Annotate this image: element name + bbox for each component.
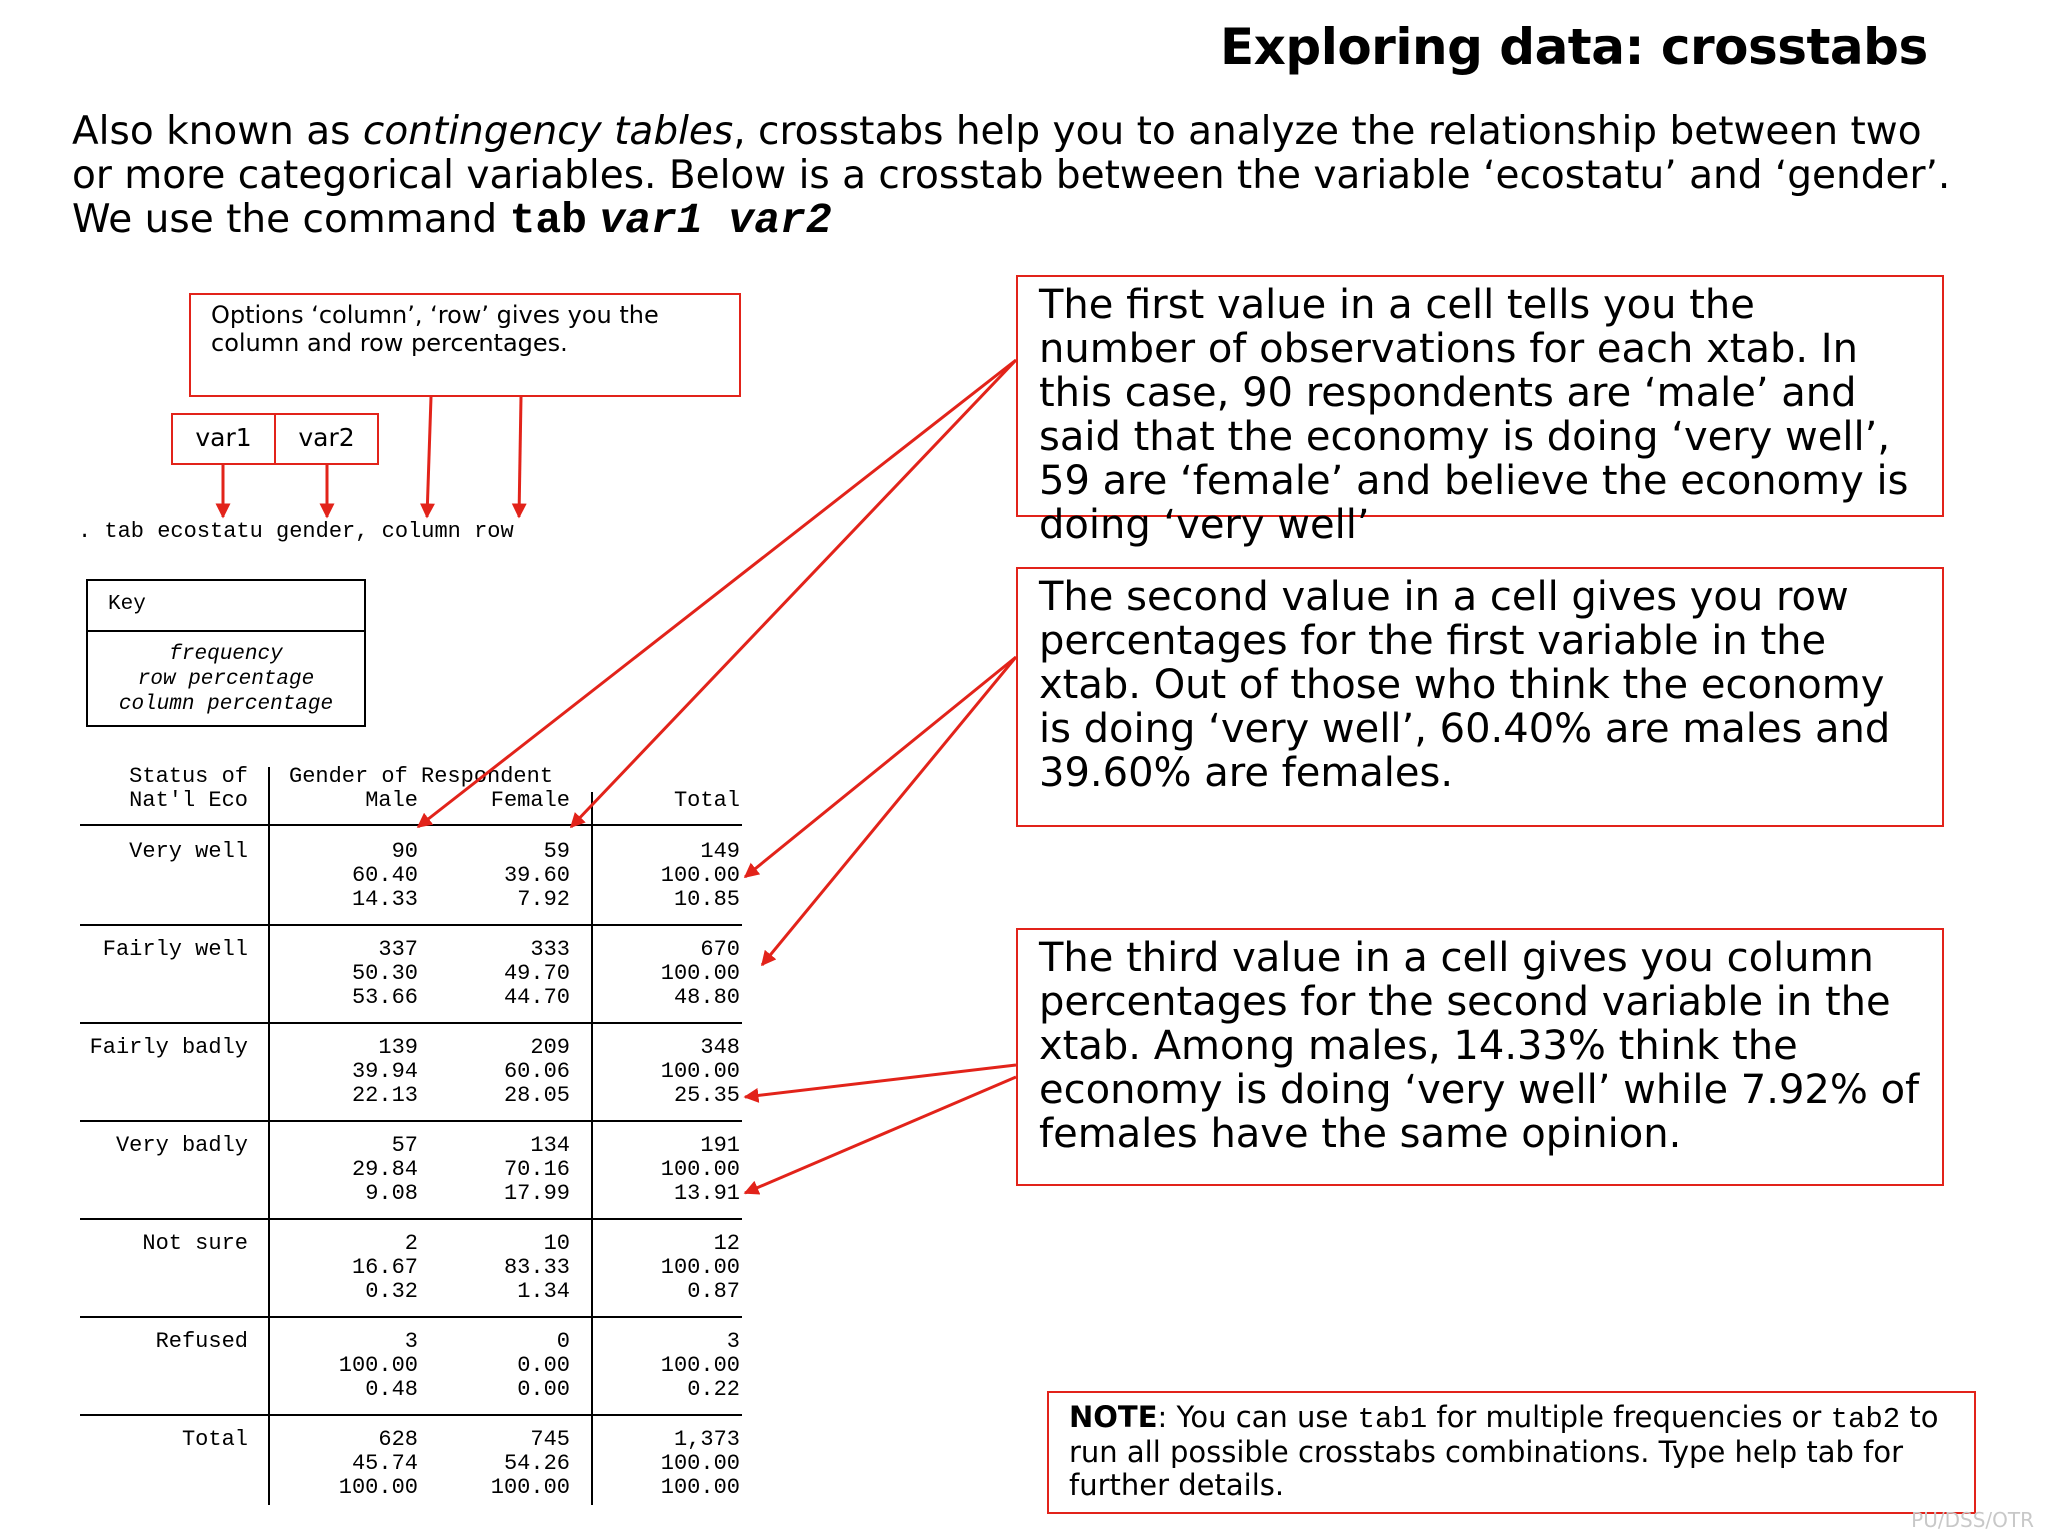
cell-total: 100.00	[660, 1059, 740, 1084]
cell-male: 2	[404, 1231, 418, 1256]
key-item-row-percentage: row percentage	[137, 668, 315, 691]
cell-female: 0.00	[517, 1377, 570, 1402]
cell-male: 0.32	[365, 1279, 418, 1304]
cell-total: 100.00	[660, 961, 740, 986]
row-label: Not sure	[142, 1231, 248, 1256]
arrow-second-value-row2	[762, 657, 1016, 965]
row-label: Refused	[155, 1329, 248, 1354]
cell-total: 149	[700, 839, 740, 864]
cell-female: 100.00	[490, 1475, 570, 1500]
row-label: Fairly badly	[89, 1035, 248, 1060]
key-item-column-percentage: column percentage	[118, 693, 334, 716]
cell-male: 0.48	[365, 1377, 418, 1402]
intro-text-1: Also known as	[72, 109, 363, 154]
cell-female: 39.60	[503, 863, 570, 888]
cell-total: 191	[700, 1133, 740, 1158]
cell-female: 0	[556, 1329, 570, 1354]
cell-total: 100.00	[660, 1255, 740, 1280]
row-label: Very well	[129, 839, 248, 864]
arrow-third-value-row4	[745, 1077, 1016, 1193]
var2-callout: var2	[274, 413, 379, 465]
slide-title: Exploring data: crosstabs	[1220, 18, 1928, 76]
var1-callout: var1	[171, 413, 276, 465]
cell-total: 670	[700, 937, 740, 962]
cell-total: 100.00	[660, 1475, 740, 1500]
cell-total: 13.91	[673, 1181, 740, 1206]
cell-male: 50.30	[351, 961, 418, 986]
cell-male: 53.66	[351, 985, 418, 1010]
column-header-male: Male	[365, 788, 418, 813]
cell-female: 83.33	[503, 1255, 570, 1280]
stata-command: . tab ecostatu gender, column row	[78, 519, 514, 544]
cell-female: 44.70	[503, 985, 570, 1010]
cell-female: 134	[530, 1133, 570, 1158]
cell-total: 10.85	[673, 887, 740, 912]
cell-male: 337	[378, 937, 418, 962]
note-label: NOTE	[1069, 1400, 1158, 1434]
row-header-line2: Nat'l Eco	[129, 788, 248, 813]
intro-command-tab: tab	[509, 196, 587, 245]
footer-credit: PU/DSS/OTR	[1911, 1508, 2034, 1532]
cell-total: 348	[700, 1035, 740, 1060]
cell-total: 0.22	[687, 1377, 740, 1402]
cell-male: 9.08	[365, 1181, 418, 1206]
group-header: Gender of Respondent	[289, 764, 554, 789]
cell-total: 48.80	[673, 985, 740, 1010]
cell-total: 100.00	[660, 1451, 740, 1476]
row-label: Total	[181, 1427, 248, 1452]
cell-female: 60.06	[503, 1059, 570, 1084]
cell-female: 54.26	[503, 1451, 570, 1476]
cell-male: 39.94	[351, 1059, 418, 1084]
cell-total: 1,373	[673, 1427, 740, 1452]
cell-total: 3	[726, 1329, 740, 1354]
column-header-female: Female	[490, 788, 570, 813]
arrow-row-option	[519, 397, 521, 517]
cell-male: 22.13	[351, 1083, 418, 1108]
cell-female: 59	[543, 839, 570, 864]
note-text-1: : You can use	[1157, 1400, 1358, 1434]
key-item-frequency: frequency	[169, 643, 283, 666]
options-callout: Options ‘column’, ‘row’ gives you the column and row percentages.	[189, 293, 741, 397]
arrow-column-option	[427, 397, 431, 517]
cell-male: 16.67	[351, 1255, 418, 1280]
row-label: Very badly	[115, 1133, 248, 1158]
cell-male: 14.33	[351, 887, 418, 912]
arrow-first-value-female	[571, 360, 1016, 827]
cell-total: 100.00	[660, 1157, 740, 1182]
note-text-3: to run all possible crosstabs combinations. Type help tab for further details.	[1069, 1400, 1939, 1502]
cell-total: 25.35	[673, 1083, 740, 1108]
cell-male: 90	[391, 839, 418, 864]
cell-female: 0.00	[517, 1353, 570, 1378]
cell-total: 0.87	[687, 1279, 740, 1304]
intro-text-2: , crosstabs help you to analyze the relationship between two or more categorical variables. Below is a crosstab between the variable ‘ecostatu’ and ‘gender’. We use the command	[72, 109, 1951, 242]
row-header-line1: Status of	[129, 764, 248, 789]
cell-female: 745	[530, 1427, 570, 1452]
intro-emphasis: contingency tables	[362, 109, 734, 154]
cell-male: 139	[378, 1035, 418, 1060]
arrow-first-value-male	[418, 360, 1016, 827]
arrow-second-value-row1	[745, 657, 1016, 877]
cell-male: 628	[378, 1427, 418, 1452]
cell-male: 100.00	[338, 1353, 418, 1378]
cell-male: 45.74	[351, 1451, 418, 1476]
note-text-2: for multiple frequencies or	[1427, 1400, 1831, 1434]
cell-female: 28.05	[503, 1083, 570, 1108]
cell-total: 12	[713, 1231, 740, 1256]
cell-male: 29.84	[351, 1157, 418, 1182]
column-header-total: Total	[673, 788, 740, 813]
cell-female: 10	[543, 1231, 570, 1256]
intro-command-vars: var1 var2	[599, 196, 832, 245]
annotation-first-value: The first value in a cell tells you the number of observations for each xtab. In this case, 90 respondents are ‘male’ and said that the economy is doing ‘very well’, 59 are ‘female’ and believe the economy is doing ‘very well’	[1016, 275, 1944, 517]
cell-female: 70.16	[503, 1157, 570, 1182]
note-code-tab1: tab1	[1357, 1403, 1428, 1436]
cell-female: 7.92	[517, 887, 570, 912]
annotation-second-value: The second value in a cell gives you row percentages for the first variable in the xtab. Out of those who think the economy is doing ‘very well’, 60.40% are males and 39.60% are females.	[1016, 567, 1944, 827]
cell-total: 100.00	[660, 863, 740, 888]
note-code-tab2: tab2	[1830, 1403, 1901, 1436]
arrow-third-value-row3	[745, 1065, 1016, 1097]
cell-female: 209	[530, 1035, 570, 1060]
row-label: Fairly well	[102, 937, 248, 962]
cell-female: 1.34	[517, 1279, 570, 1304]
cell-male: 100.00	[338, 1475, 418, 1500]
annotation-third-value: The third value in a cell gives you column percentages for the second variable in the xtab. Among males, 14.33% think the economy is doing ‘very well’ while 7.92% of females have the same opinion.	[1016, 928, 1944, 1186]
key-title: Key	[108, 593, 146, 616]
cell-female: 49.70	[503, 961, 570, 986]
cell-female: 17.99	[503, 1181, 570, 1206]
cell-female: 333	[530, 937, 570, 962]
cell-male: 3	[404, 1329, 418, 1354]
cell-total: 100.00	[660, 1353, 740, 1378]
cell-male: 57	[391, 1133, 418, 1158]
cell-male: 60.40	[351, 863, 418, 888]
